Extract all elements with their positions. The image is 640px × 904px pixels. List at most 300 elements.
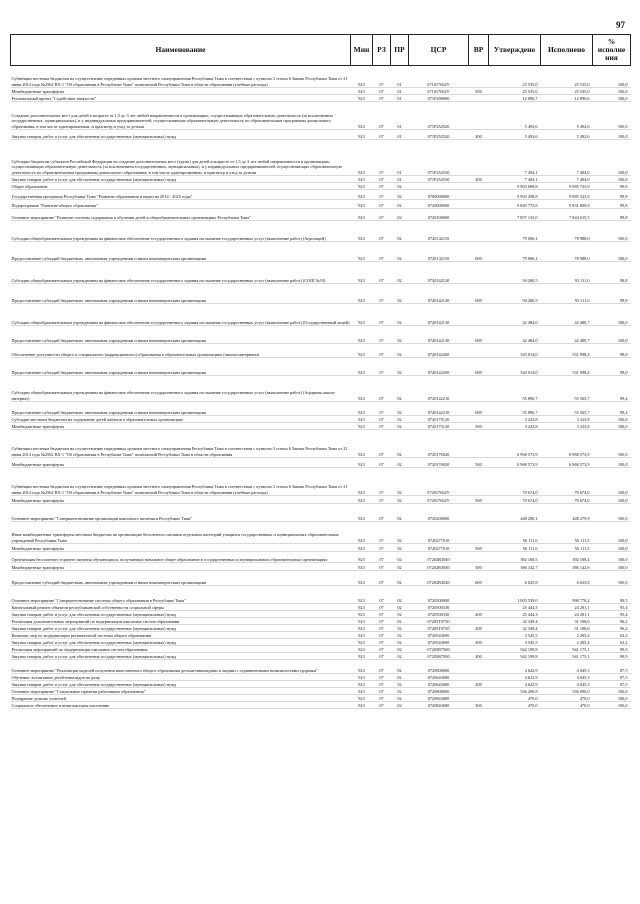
- cell-vr: [469, 632, 489, 639]
- table-row: [11, 326, 631, 344]
- cell-vr: [469, 695, 489, 702]
- cell-vr: 600: [469, 402, 489, 416]
- cell-csr: 072017602У: [409, 468, 469, 496]
- cell-percent: 99,8: [593, 200, 631, 209]
- cell-csr: 071P200000: [409, 95, 469, 102]
- cell-csr: 0720200000: [409, 504, 469, 522]
- table-row: [11, 130, 631, 140]
- cell-percent: 99,9: [593, 646, 631, 653]
- header-vr: ВР: [469, 35, 489, 66]
- cell-approved: 543 014,0: [489, 344, 541, 358]
- cell-vr: [469, 522, 489, 544]
- cell-approved: 3 223,8: [489, 416, 541, 423]
- cell-rz: 07: [373, 586, 391, 604]
- cell-approved: 79 006,1: [489, 221, 541, 242]
- cell-csr: 0720142130: [409, 326, 469, 344]
- cell-csr: 0720142130: [409, 304, 469, 326]
- cell-csr: 0720843680: [409, 702, 469, 709]
- cell-vr: [469, 618, 489, 625]
- cell-executed: 7 404,0: [541, 140, 593, 176]
- cell-approved: 79 006,1: [489, 242, 541, 262]
- cell-rz: 07: [373, 221, 391, 242]
- table-row: [11, 688, 631, 695]
- table-row: [11, 639, 631, 646]
- cell-vr: 500: [469, 544, 489, 552]
- cell-min: 923: [351, 402, 373, 416]
- cell-pr: 02: [391, 190, 409, 200]
- table-row: [11, 200, 631, 209]
- cell-vr: [469, 344, 489, 358]
- cell-vr: [469, 95, 489, 102]
- table-row: [11, 423, 631, 430]
- cell-rz: 07: [373, 552, 391, 563]
- cell-executed: 392 168,4: [541, 552, 593, 563]
- cell-csr: 0720843680: [409, 695, 469, 702]
- cell-min: 923: [351, 66, 373, 88]
- cell-executed: 42 480,7: [541, 326, 593, 344]
- cell-approved: 942 199,8: [489, 646, 541, 653]
- cell-approved: 55 896,7: [489, 402, 541, 416]
- cell-percent: 98,0: [593, 358, 631, 376]
- cell-name: Субсидии общеобразовательным учреждениям на финансовое обеспечение государственного задания на оказание государственных услуг (выполнение работ) (Агролицей): [11, 221, 351, 242]
- cell-csr: 0720175120: [409, 416, 469, 423]
- cell-approved: 25 535,0: [489, 66, 541, 88]
- table-row: [11, 304, 631, 326]
- cell-name: Закупка товаров, работ и услуг для обеспечения государственных (муниципальных) нужд: [11, 176, 351, 183]
- cell-percent: 95,4: [593, 611, 631, 618]
- table-row: [11, 618, 631, 625]
- cell-rz: 07: [373, 618, 391, 625]
- cell-vr: [469, 221, 489, 242]
- cell-pr: 02: [391, 646, 409, 653]
- cell-approved: 25 444,3: [489, 604, 541, 611]
- cell-min: 923: [351, 200, 373, 209]
- cell-rz: 07: [373, 674, 391, 681]
- cell-rz: 07: [373, 95, 391, 102]
- cell-executed: 4 045,3: [541, 660, 593, 674]
- cell-min: 923: [351, 458, 373, 468]
- cell-percent: 100,0: [593, 326, 631, 344]
- cell-executed: 6 968 573,9: [541, 430, 593, 458]
- cell-executed: 531 998,4: [541, 358, 593, 376]
- cell-percent: 87,5: [593, 674, 631, 681]
- cell-pr: 02: [391, 611, 409, 618]
- cell-executed: 9 831 800,9: [541, 200, 593, 209]
- table-row: [11, 430, 631, 458]
- cell-percent: 100,0: [593, 496, 631, 504]
- cell-vr: 200: [469, 625, 489, 632]
- header-executed: Исполнено: [541, 35, 593, 66]
- cell-vr: 500: [469, 458, 489, 468]
- cell-pr: 02: [391, 552, 409, 563]
- cell-pr: 02: [391, 653, 409, 660]
- cell-executed: 2 205,4: [541, 639, 593, 646]
- cell-csr: 0720500000: [409, 586, 469, 604]
- cell-vr: 600: [469, 284, 489, 304]
- table-row: [11, 358, 631, 376]
- cell-vr: [469, 376, 489, 402]
- table-row: [11, 402, 631, 416]
- cell-approved: 9 903 298,8: [489, 190, 541, 200]
- cell-min: 923: [351, 130, 373, 140]
- cell-vr: [469, 504, 489, 522]
- cell-vr: [469, 660, 489, 674]
- cell-executed: 4 045,3: [541, 681, 593, 688]
- cell-executed: 4 045,3: [541, 674, 593, 681]
- cell-vr: 200: [469, 611, 489, 618]
- cell-name: Общее образование: [11, 183, 351, 190]
- cell-csr: 0720142120: [409, 284, 469, 304]
- cell-csr: 0720142210: [409, 402, 469, 416]
- cell-min: 923: [351, 688, 373, 695]
- cell-name: Межбюджетные трансферты: [11, 496, 351, 504]
- cell-rz: 07: [373, 140, 391, 176]
- cell-percent: 100,0: [593, 130, 631, 140]
- table-row: [11, 604, 631, 611]
- cell-pr: 02: [391, 504, 409, 522]
- cell-percent: 99,8: [593, 209, 631, 221]
- cell-executed: 531 998,4: [541, 344, 593, 358]
- budget-table: [10, 34, 631, 709]
- table-row: [11, 660, 631, 674]
- cell-approved: 448 280,1: [489, 504, 541, 522]
- cell-percent: 100,0: [593, 544, 631, 552]
- cell-executed: 55 565,7: [541, 376, 593, 402]
- cell-name: Комплекс мер по модернизации региональной системы общего образования: [11, 632, 351, 639]
- cell-approved: 536 200,8: [489, 688, 541, 695]
- cell-percent: 87,5: [593, 681, 631, 688]
- cell-approved: 386 142,7: [489, 563, 541, 571]
- cell-vr: 200: [469, 653, 489, 660]
- cell-name: Обеспечение доступности общего и специального (коррекционного) образования в образовательных организациях (школы-интернаты): [11, 344, 351, 358]
- cell-pr: 01: [391, 140, 409, 176]
- cell-name: Межбюджетные трансферты: [11, 544, 351, 552]
- cell-rz: 07: [373, 639, 391, 646]
- cell-percent: 98,0: [593, 344, 631, 358]
- table-row: [11, 544, 631, 552]
- header-approved: Утверждено: [489, 35, 541, 66]
- cell-executed: 6 968 573,9: [541, 458, 593, 468]
- cell-percent: 100,0: [593, 695, 631, 702]
- cell-executed: 6 025,8: [541, 571, 593, 586]
- cell-pr: 01: [391, 95, 409, 102]
- cell-name: Основное мероприятие "Социальные гарантии работникам образования": [11, 688, 351, 695]
- cell-name: Субсидии местным бюджетам на содержание детей чабанов в образовательных организациях: [11, 416, 351, 423]
- cell-executed: 78 988,0: [541, 221, 593, 242]
- cell-csr: 07202R3040: [409, 563, 469, 571]
- cell-rz: 07: [373, 522, 391, 544]
- cell-name: Иные межбюджетные трансферты местным бюджетам на организацию бесплатного питания отдельных категорий учащихся государственных и муниципальных образовательных учреждений Республики Тыва: [11, 522, 351, 544]
- cell-percent: 96,2: [593, 618, 631, 625]
- cell-approved: 470,0: [489, 695, 541, 702]
- cell-csr: 07202R3040: [409, 571, 469, 586]
- cell-min: 923: [351, 209, 373, 221]
- cell-pr: 02: [391, 262, 409, 284]
- cell-rz: 07: [373, 702, 391, 709]
- cell-approved: 94 260,5: [489, 262, 541, 284]
- cell-pr: 02: [391, 571, 409, 586]
- cell-name: Закупка товаров, работ и услуг для обеспечения государственных (муниципальных) нужд: [11, 653, 351, 660]
- cell-approved: 4 622,9: [489, 660, 541, 674]
- table-row: [11, 632, 631, 639]
- cell-min: 923: [351, 571, 373, 586]
- cell-name: Межбюджетные трансферты: [11, 458, 351, 468]
- cell-csr: 0720800000: [409, 688, 469, 695]
- cell-name: Субвенции местным бюджетам на осуществление переданных органам местного самоуправления Республики Тыва в соответствии с пунктом 3 статьи 6 Закона Республики Тыва от 21 июня 2014 года №2562 ВХ-1 "Об образовании в Республике Тыва" полномочий Республики Тыва в области образования (учебные расходы): [11, 468, 351, 496]
- cell-pr: 02: [391, 688, 409, 695]
- table-row: [11, 496, 631, 504]
- cell-rz: 07: [373, 632, 391, 639]
- cell-pr: 01: [391, 176, 409, 183]
- cell-approved: 470,0: [489, 702, 541, 709]
- cell-name: Межбюджетные трансферты: [11, 423, 351, 430]
- cell-min: 923: [351, 430, 373, 458]
- cell-pr: 02: [391, 423, 409, 430]
- cell-approved: 42 484,0: [489, 304, 541, 326]
- cell-vr: 200: [469, 639, 489, 646]
- cell-csr: 0720100000: [409, 209, 469, 221]
- table-row: [11, 102, 631, 130]
- cell-pr: 02: [391, 632, 409, 639]
- cell-vr: 500: [469, 496, 489, 504]
- cell-name: Основное мероприятие "Совершенствование организации школьного питания в Республике Тыва": [11, 504, 351, 522]
- cell-rz: 07: [373, 653, 391, 660]
- cell-rz: 07: [373, 304, 391, 326]
- cell-executed: 70 674,0: [541, 468, 593, 496]
- cell-vr: [469, 468, 489, 496]
- cell-approved: 32 349,4: [489, 618, 541, 625]
- cell-rz: 07: [373, 284, 391, 304]
- cell-executed: 470,0: [541, 702, 593, 709]
- cell-executed: 25 535,0: [541, 88, 593, 95]
- cell-approved: 70 674,0: [489, 468, 541, 496]
- cell-approved: 32 349,4: [489, 625, 541, 632]
- cell-name: Межбюджетные трансферты: [11, 563, 351, 571]
- cell-csr: 0720142120: [409, 262, 469, 284]
- cell-percent: 100,0: [593, 430, 631, 458]
- cell-executed: 3 223,8: [541, 416, 593, 423]
- cell-percent: 99,5: [593, 586, 631, 604]
- cell-csr: 0720643680: [409, 674, 469, 681]
- cell-executed: 56 111,5: [541, 522, 593, 544]
- cell-rz: 07: [373, 468, 391, 496]
- table-row: [11, 262, 631, 284]
- table-row: [11, 674, 631, 681]
- table-row: [11, 95, 631, 102]
- cell-csr: 07205R7500: [409, 646, 469, 653]
- cell-min: 923: [351, 586, 373, 604]
- cell-vr: 500: [469, 88, 489, 95]
- cell-name: Региональный проект "Содействие занятости": [11, 95, 351, 102]
- cell-pr: 02: [391, 563, 409, 571]
- cell-min: 923: [351, 681, 373, 688]
- cell-pr: 02: [391, 209, 409, 221]
- table-row: [11, 66, 631, 88]
- table-row: [11, 183, 631, 190]
- cell-min: 923: [351, 284, 373, 304]
- cell-percent: 100,0: [593, 552, 631, 563]
- cell-pr: 02: [391, 183, 409, 190]
- cell-name: Субвенции местным бюджетам на осуществление переданных органам местного самоуправления Республики Тыва в соответствии с пунктом 3 статьи 6 Закона Республики Тыва от 21 июня 2014 года №2562 ВХ-1 "Об образовании в Республике Тыва" полномочий Республики Тыва в области образования: [11, 430, 351, 458]
- cell-rz: 07: [373, 496, 391, 504]
- cell-pr: 02: [391, 674, 409, 681]
- cell-percent: 100,0: [593, 140, 631, 176]
- cell-pr: 02: [391, 544, 409, 552]
- table-row: [11, 653, 631, 660]
- table-row: [11, 221, 631, 242]
- cell-percent: 100,0: [593, 304, 631, 326]
- cell-approved: 6 968 573,9: [489, 430, 541, 458]
- cell-executed: 93 111,0: [541, 284, 593, 304]
- cell-percent: 99,8: [593, 183, 631, 190]
- cell-percent: 100,0: [593, 702, 631, 709]
- cell-name: Субсидии общеобразовательным учреждениям на финансовое обеспечение государственного задания на оказание государственных услуг (выполнение работ) (СОШ №10): [11, 262, 351, 284]
- cell-csr: [409, 183, 469, 190]
- cell-vr: 600: [469, 326, 489, 344]
- cell-min: 923: [351, 552, 373, 563]
- cell-csr: 0720175120: [409, 423, 469, 430]
- cell-vr: [469, 190, 489, 200]
- cell-min: 923: [351, 611, 373, 618]
- cell-name: Создание дополнительных мест для детей в возрасте от 1,5 до 3 лет любой направленности в организациях, осуществляющих образовательную деятельность (за исключением государственных, муниципальных), и у индивидуальных предпринимателей, осуществляющих образовательную деятельность по образовательным программам дошкольного образования, в том числе адаптированным, и присмотр и уход за детьми: [11, 102, 351, 130]
- table-row: [11, 88, 631, 95]
- cell-percent: 100,0: [593, 66, 631, 88]
- cell-csr: 0720643680: [409, 681, 469, 688]
- cell-vr: [469, 552, 489, 563]
- cell-executed: 93 111,0: [541, 262, 593, 284]
- cell-percent: 99,4: [593, 402, 631, 416]
- cell-min: 923: [351, 416, 373, 423]
- cell-min: 923: [351, 522, 373, 544]
- cell-min: 923: [351, 632, 373, 639]
- cell-rz: 07: [373, 176, 391, 183]
- table-row: [11, 702, 631, 709]
- cell-percent: 100,0: [593, 563, 631, 571]
- cell-csr: 0720277010: [409, 522, 469, 544]
- cell-rz: 07: [373, 646, 391, 653]
- cell-vr: [469, 674, 489, 681]
- cell-executed: 7 844 615,5: [541, 209, 593, 221]
- cell-executed: 941 175,1: [541, 646, 593, 653]
- cell-min: 923: [351, 140, 373, 176]
- cell-rz: 07: [373, 604, 391, 611]
- cell-percent: 99,8: [593, 190, 631, 200]
- header-percent: % исполне ния: [593, 35, 631, 66]
- cell-pr: 02: [391, 242, 409, 262]
- cell-csr: 071017602У: [409, 88, 469, 95]
- cell-vr: [469, 646, 489, 653]
- page-number: 97: [616, 20, 625, 30]
- cell-name: Основное мероприятие "Развитие системы содержания и обучения детей в общеобразовательных организациях Республики Тыва": [11, 209, 351, 221]
- cell-min: 923: [351, 702, 373, 709]
- cell-min: 923: [351, 190, 373, 200]
- cell-executed: 5 492,6: [541, 130, 593, 140]
- table-row: [11, 376, 631, 402]
- cell-csr: 0720277010: [409, 544, 469, 552]
- cell-min: 923: [351, 604, 373, 611]
- cell-csr: 0720543690: [409, 639, 469, 646]
- cell-percent: 62,2: [593, 632, 631, 639]
- cell-percent: 100,0: [593, 88, 631, 95]
- cell-executed: 31 108,6: [541, 618, 593, 625]
- cell-name: Реализация дополнительных мероприятий по модернизации школьных систем образования: [11, 618, 351, 625]
- cell-vr: 200: [469, 130, 489, 140]
- cell-executed: 941 175,1: [541, 653, 593, 660]
- cell-percent: 98,8: [593, 284, 631, 304]
- table-row: [11, 611, 631, 618]
- cell-percent: 100,0: [593, 423, 631, 430]
- cell-vr: 200: [469, 681, 489, 688]
- cell-percent: 100,0: [593, 688, 631, 695]
- table-row: [11, 344, 631, 358]
- cell-name: Закупка товаров, работ и услуг для обеспечения государственных (муниципальных) нужд: [11, 625, 351, 632]
- cell-name: Предоставление субсидий бюджетным, автономным учреждениям и иным некоммерческим организациям: [11, 242, 351, 262]
- cell-executed: 24 281,1: [541, 611, 593, 618]
- cell-csr: 0720500330: [409, 611, 469, 618]
- cell-pr: 02: [391, 618, 409, 625]
- cell-percent: 100,0: [593, 416, 631, 423]
- cell-executed: 25 535,0: [541, 66, 593, 88]
- cell-min: 923: [351, 653, 373, 660]
- cell-min: 923: [351, 695, 373, 702]
- cell-approved: 7 404,1: [489, 176, 541, 183]
- cell-rz: 07: [373, 458, 391, 468]
- cell-rz: 07: [373, 688, 391, 695]
- cell-min: 923: [351, 304, 373, 326]
- cell-pr: 02: [391, 284, 409, 304]
- cell-name: Предоставление субсидий бюджетным, автономным учреждениям и иным некоммерческим организациям: [11, 358, 351, 376]
- cell-percent: 100,0: [593, 468, 631, 496]
- table-row: [11, 242, 631, 262]
- cell-rz: 07: [373, 660, 391, 674]
- cell-min: 923: [351, 544, 373, 552]
- cell-vr: [469, 183, 489, 190]
- cell-executed: 12 896,6: [541, 95, 593, 102]
- table-row: [11, 625, 631, 632]
- table-row: [11, 552, 631, 563]
- cell-pr: 02: [391, 604, 409, 611]
- cell-percent: 87,5: [593, 660, 631, 674]
- cell-min: 923: [351, 496, 373, 504]
- cell-name: Предоставление субсидий бюджетным, автономным учреждениям и иным некоммерческим организациям: [11, 284, 351, 304]
- cell-approved: 94 260,5: [489, 284, 541, 304]
- cell-csr: 07205R7500: [409, 653, 469, 660]
- cell-approved: 942 199,8: [489, 653, 541, 660]
- cell-percent: 100,0: [593, 95, 631, 102]
- cell-name: Закупка товаров, работ и услуг для обеспечения государственных (муниципальных) нужд: [11, 611, 351, 618]
- cell-executed: 998 770,2: [541, 586, 593, 604]
- cell-csr: 0720176020: [409, 430, 469, 458]
- cell-percent: 100,0: [593, 571, 631, 586]
- cell-approved: 70 674,0: [489, 496, 541, 504]
- cell-min: 923: [351, 660, 373, 674]
- cell-csr: 0720142210: [409, 376, 469, 402]
- cell-percent: 100,0: [593, 221, 631, 242]
- cell-csr: 071P252530: [409, 176, 469, 183]
- cell-min: 923: [351, 639, 373, 646]
- table-row: [11, 140, 631, 176]
- cell-vr: 500: [469, 423, 489, 430]
- cell-executed: 536 090,0: [541, 688, 593, 695]
- cell-approved: 25 535,0: [489, 88, 541, 95]
- cell-rz: 07: [373, 209, 391, 221]
- cell-pr: 01: [391, 66, 409, 88]
- cell-pr: 01: [391, 102, 409, 130]
- header-rz: РЗ: [373, 35, 391, 66]
- cell-min: 923: [351, 95, 373, 102]
- cell-percent: 95,4: [593, 604, 631, 611]
- cell-vr: [469, 209, 489, 221]
